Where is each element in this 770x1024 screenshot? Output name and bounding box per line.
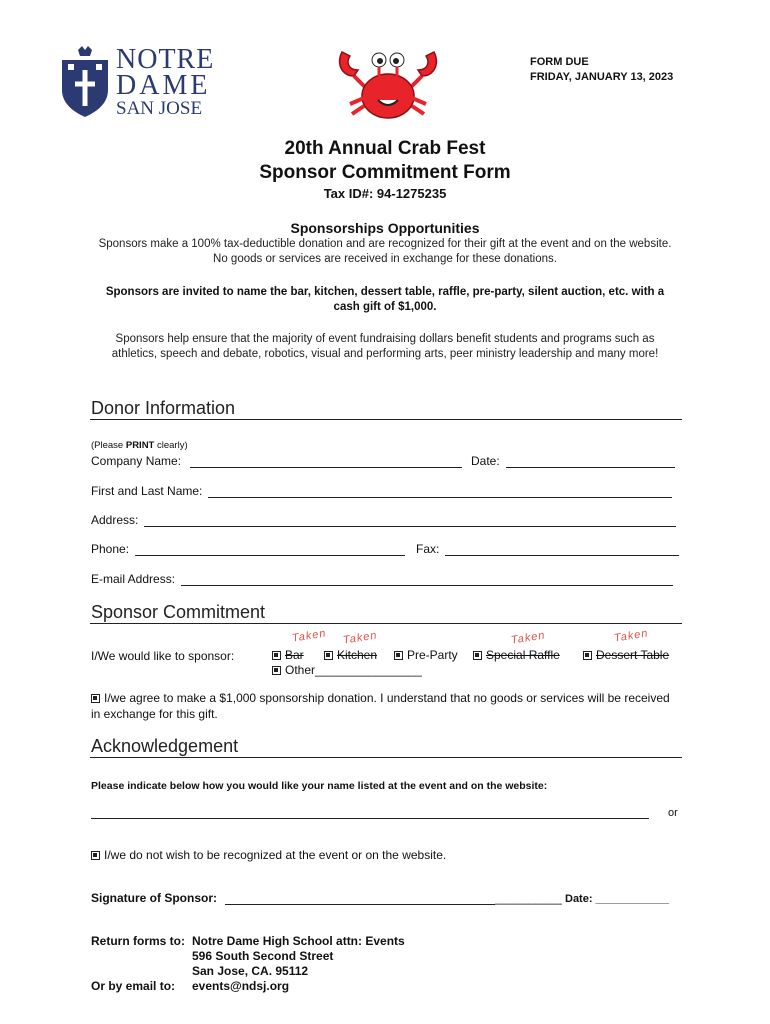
agree-text: I/we agree to make a $1,000 sponsorship donation. I understand that no goods or services will be received in exchange for this gift. [91, 691, 670, 721]
taken-mark-bar: Taken [291, 627, 328, 645]
dessert-checkbox[interactable] [583, 651, 592, 660]
email-field[interactable] [91, 572, 673, 586]
signature-label: Signature of Sponsor: [91, 891, 217, 905]
agree-checkbox[interactable] [91, 694, 100, 703]
preparty-checkbox[interactable] [394, 651, 403, 660]
email-label: E-mail Address: [91, 572, 176, 586]
option-preparty-label: Pre-Party [407, 648, 458, 662]
donor-rule [90, 419, 682, 420]
commitment-rule [90, 623, 682, 624]
phone-line[interactable] [135, 554, 405, 556]
signature-line[interactable] [225, 903, 495, 905]
no-recognition-option[interactable] [91, 848, 446, 862]
opps-heading: Sponsorships Opportunities [290, 220, 480, 236]
ack-heading: Acknowledgement [91, 736, 239, 756]
return-line-2: 596 South Second Street [192, 949, 334, 963]
option-dessert[interactable] [583, 648, 669, 662]
crab-icon [336, 46, 440, 122]
taken-mark-raffle: Taken [510, 629, 547, 647]
title-line-2: Sponsor Commitment Form [259, 162, 511, 183]
date-line[interactable] [506, 466, 675, 468]
recognition-name-line[interactable] [91, 818, 649, 819]
name-label: First and Last Name: [91, 484, 203, 498]
print-note-bold: PRINT [125, 440, 155, 451]
shield-icon [60, 46, 110, 118]
option-raffle[interactable] [473, 648, 560, 662]
logo-line-dame: DAME [116, 70, 211, 101]
address-label: Address: [91, 513, 139, 527]
form-due-label: FORM DUE [530, 56, 589, 68]
option-kitchen[interactable] [324, 648, 377, 662]
option-other[interactable] [272, 663, 422, 677]
return-info [91, 934, 405, 994]
other-checkbox[interactable] [272, 666, 281, 675]
date-field[interactable] [471, 454, 675, 468]
address-field[interactable] [91, 513, 676, 527]
donor-heading: Donor Information [91, 398, 236, 418]
option-dessert-label: Dessert Table [596, 648, 670, 662]
address-line[interactable] [144, 525, 676, 527]
taken-mark-kitchen: Taken [342, 629, 379, 647]
opps-paragraph-1: Sponsors make a 100% tax-deductible donation and are recognized for their gift at the event and on the website. No goods or services are received in exchange for these donations. [98, 238, 672, 265]
form-due-date: FRIDAY, JANUARY 13, 2023 [530, 71, 674, 83]
name-line[interactable] [208, 496, 672, 498]
company-field[interactable] [91, 454, 462, 468]
print-note-post: clearly) [154, 440, 188, 451]
signature-field[interactable] [91, 891, 562, 905]
opps-paragraph-2: Sponsors are invited to name the bar, kitchen, dessert table, raffle, pre-party, silent auction, etc. with a cash gift of $1,000. [105, 286, 665, 313]
raffle-checkbox[interactable] [473, 651, 482, 660]
kitchen-checkbox[interactable] [324, 651, 333, 660]
return-email[interactable]: events@ndsj.org [192, 979, 290, 993]
form-title [0, 137, 770, 185]
ack-instruction: Please indicate below how you would like your name listed at the event and on the website: [91, 780, 548, 792]
option-other-label: Other________________ [285, 663, 422, 677]
commitment-heading: Sponsor Commitment [91, 602, 266, 622]
agree-statement[interactable] [91, 690, 671, 722]
phone-label: Phone: [91, 542, 130, 556]
option-preparty[interactable] [394, 648, 458, 662]
print-note-pre: (Please [91, 440, 126, 451]
name-field[interactable] [91, 484, 672, 498]
company-label: Company Name: [91, 454, 182, 468]
date-label: Date: [471, 454, 500, 468]
form-due [530, 55, 673, 85]
signature-date[interactable]: Date: ____________ [565, 893, 669, 905]
return-line-1: Notre Dame High School attn: Events [192, 934, 405, 948]
email-return-label: Or by email to: [91, 979, 176, 993]
sponsor-prompt: I/We would like to sponsor: [91, 649, 235, 663]
opps-paragraph-3: Sponsors help ensure that the majority of event fundraising dollars benefit students and programs such as athletics, speech and debate, robotics, visual and performing arts, peer ministry leadership and many more! [111, 333, 659, 360]
title-line-1: 20th Annual Crab Fest [284, 138, 486, 159]
fax-line[interactable] [445, 554, 679, 556]
ack-or: or [668, 807, 678, 819]
bar-checkbox[interactable] [272, 651, 281, 660]
taken-mark-dessert: Taken [613, 627, 650, 645]
phone-field[interactable] [91, 542, 405, 556]
signature-line-tail: __________ [495, 891, 562, 905]
option-raffle-label: Special Raffle [486, 648, 560, 662]
option-kitchen-label: Kitchen [337, 648, 378, 662]
logo-line-notre: NOTRE [116, 44, 215, 75]
school-logo [60, 44, 215, 120]
logo-line-sanjose: SAN JOSE [116, 98, 203, 119]
no-recognition-checkbox[interactable] [91, 851, 100, 860]
email-line[interactable] [181, 584, 673, 586]
return-line-3: San Jose, CA. 95112 [192, 964, 309, 978]
fax-label: Fax: [416, 542, 440, 556]
return-label: Return forms to: [91, 934, 185, 948]
tax-id: Tax ID#: 94-1275235 [323, 186, 447, 201]
ack-rule [90, 757, 682, 758]
print-note [91, 440, 188, 451]
no-recognition-text: I/we do not wish to be recognized at the event or on the website. [104, 848, 447, 862]
option-bar[interactable] [272, 648, 304, 662]
option-bar-label: Bar [285, 648, 304, 662]
fax-field[interactable] [416, 542, 679, 556]
company-line[interactable] [190, 466, 462, 468]
